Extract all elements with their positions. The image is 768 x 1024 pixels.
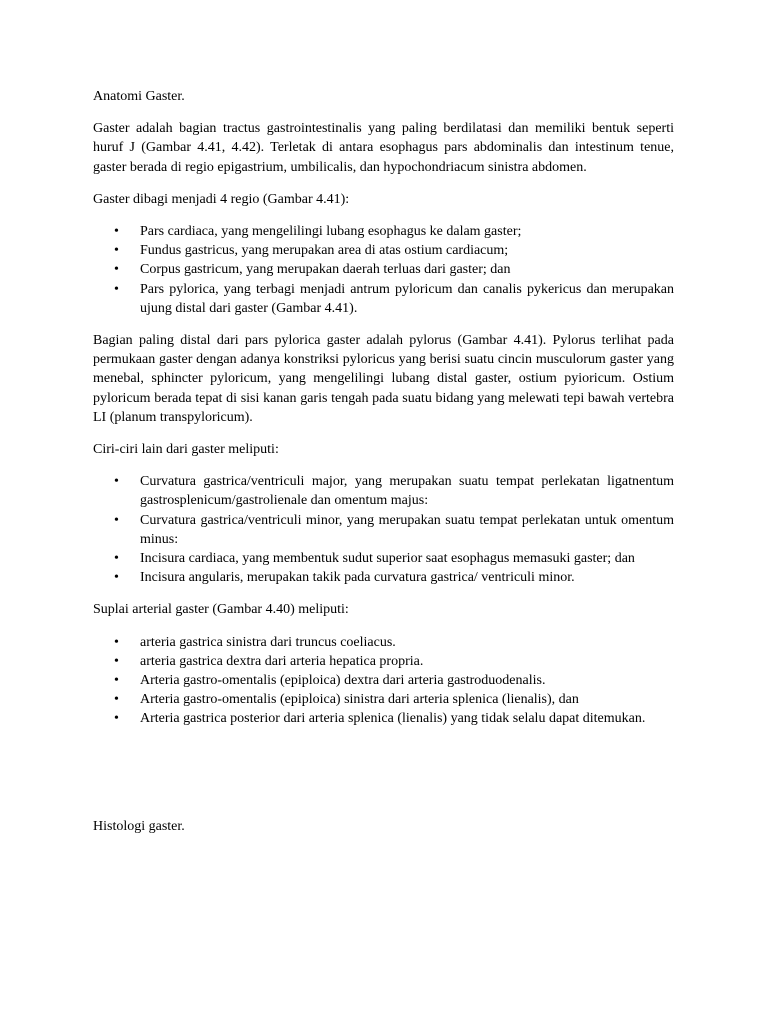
section-title-histologi: Histologi gaster.	[93, 818, 185, 834]
list-item-text: Incisura angularis, merupakan takik pada curvatura gastrica/ ventriculi minor.	[140, 570, 575, 586]
paragraph-suplai: Suplai arterial gaster (Gambar 4.40) meliputi:	[93, 602, 349, 618]
list-item	[93, 280, 674, 318]
list-item	[93, 652, 674, 671]
list-item-text: Fundus gastricus, yang merupakan area di atas ostium cardiacum;	[140, 243, 509, 259]
list-item	[93, 633, 674, 652]
bullet-icon: •	[114, 512, 119, 528]
list-item	[93, 241, 674, 260]
list-item-text: Arteria gastrica posterior dari arteria splenica (lienalis) yang tidak selalu dapat ditemukan.	[140, 711, 646, 727]
list-item-text: Pars pylorica, yang terbagi menjadi antrum pyloricum dan canalis pykericus dan merupakan ujung distal dari gaster (Gambar 4.41).	[140, 281, 674, 316]
bullet-icon: •	[114, 570, 119, 586]
list-item	[93, 549, 674, 568]
list-item	[93, 671, 674, 690]
list-item	[93, 709, 674, 728]
bullet-icon: •	[114, 551, 119, 567]
list-item-text: Arteria gastro-omentalis (epiploica) dextra dari arteria gastroduodenalis.	[140, 673, 546, 689]
list-item	[93, 568, 674, 587]
list-item-text: Corpus gastricum, yang merupakan daerah terluas dari gaster; dan	[140, 262, 511, 278]
list-item-text: Incisura cardiaca, yang membentuk sudut superior saat esophagus memasuki gaster; dan	[140, 551, 635, 567]
paragraph-pylorus: Bagian paling distal dari pars pylorica gaster adalah pylorus (Gambar 4.41). Pylorus terlihat pada permukaan gaster dengan adanya konstriksi pyloricus yang berisi suatu cincin musculorum gaster yang menebal, sphincter pyloricum, yang mengelilingi lubang distal gaster, ostium pyioricum. Ostium pyloricum berada tepat di sisi kanan garis tengah pada suatu bidang yang melewati tepi bawah vertebra LI (planum transpyloricum).	[93, 333, 674, 425]
bullet-icon: •	[114, 224, 119, 240]
list-item-text: Curvatura gastrica/ventriculi major, yang merupakan suatu tempat perlekatan ligatnentum gastrosplenicum/gastrolienale dan omentum majus:	[140, 474, 674, 509]
bullet-icon: •	[114, 474, 119, 490]
list-item-text: arteria gastrica sinistra dari truncus coeliacus.	[140, 634, 396, 650]
list-item	[93, 511, 674, 549]
list-item	[93, 690, 674, 709]
bullet-icon: •	[114, 243, 119, 259]
bullet-icon: •	[114, 673, 119, 689]
blank-space	[93, 742, 674, 817]
list-arteri	[93, 633, 674, 729]
bullet-icon: •	[114, 262, 119, 278]
section-title-anatomi: Anatomi Gaster.	[93, 89, 185, 104]
paragraph-intro: Gaster adalah bagian tractus gastrointestinalis yang paling berdilatasi dan memiliki bentuk seperti huruf J (Gambar 4.41, 4.42). Terletak di antara esophagus pars abdominalis dan intestinum tenue, gaster berada di regio epigastrium, umbilicalis, dan hypochondriacum sinistra abdomen.	[93, 121, 674, 175]
list-ciri	[93, 472, 674, 587]
list-item-text: Curvatura gastrica/ventriculi minor, yang merupakan suatu tempat perlekatan untuk omentum minus:	[140, 512, 674, 547]
bullet-icon: •	[114, 653, 119, 669]
list-item	[93, 472, 674, 510]
list-regio	[93, 222, 674, 318]
list-item	[93, 260, 674, 279]
document-page	[93, 87, 674, 849]
list-item-text: Pars cardiaca, yang mengelilingi lubang esophagus ke dalam gaster;	[140, 224, 522, 240]
bullet-icon: •	[114, 711, 119, 727]
bullet-icon: •	[114, 281, 119, 297]
list-item-text: Arteria gastro-omentalis (epiploica) sinistra dari arteria splenica (lienalis), dan	[140, 692, 579, 708]
bullet-icon: •	[114, 634, 119, 650]
paragraph-ciri: Ciri-ciri lain dari gaster meliputi:	[93, 442, 279, 458]
paragraph-regio: Gaster dibagi menjadi 4 regio (Gambar 4.41):	[93, 191, 350, 207]
list-item-text: arteria gastrica dextra dari arteria hepatica propria.	[140, 653, 424, 669]
list-item	[93, 222, 674, 241]
bullet-icon: •	[114, 692, 119, 708]
